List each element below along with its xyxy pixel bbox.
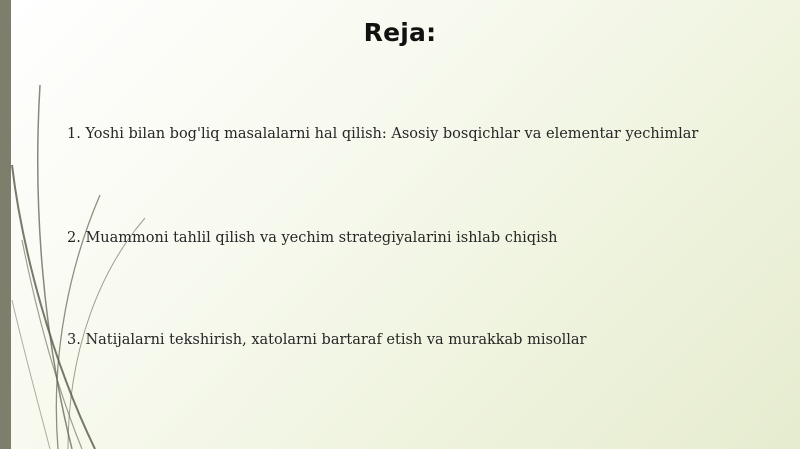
slide-title: Reja: bbox=[363, 18, 437, 47]
plan-item-2: 2. Muammoni tahlil qilish va yechim strategiyalarini ishlab chiqish bbox=[67, 230, 558, 246]
plan-item-3: 3. Natijalarni tekshirish, xatolarni bartaraf etish va murakkab misollar bbox=[67, 332, 587, 348]
grass-line-1 bbox=[12, 165, 95, 449]
left-accent-bar bbox=[0, 0, 11, 449]
plan-item-1: 1. Yoshi bilan bog'liq masalalarni hal qilish: Asosiy bosqichlar va elementar yechimlar bbox=[67, 126, 699, 142]
grass-line-6 bbox=[12, 300, 50, 449]
